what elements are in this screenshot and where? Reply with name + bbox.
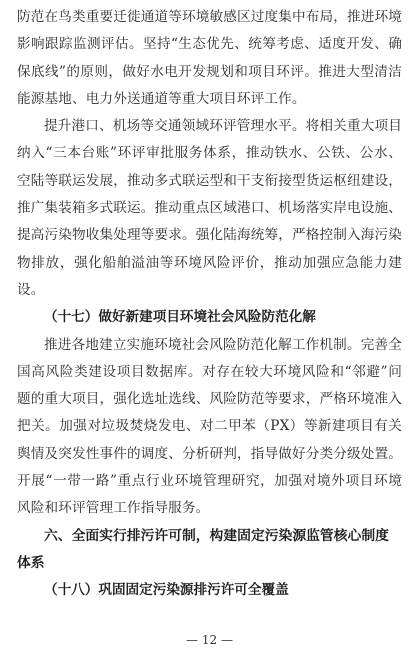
subheading-17: （十七）做好新建项目环境社会风险防范化解 (44, 309, 316, 326)
section-heading-6: 六、全面实行排污许可制，构建固定污染源监管核心制度体系 (17, 527, 389, 571)
page-number: — 12 — (186, 633, 233, 647)
paragraph-energy-projects: 防范在鸟类重要迁徙通道等环境敏感区过度集中布局，推进环境影响跟踪监测评估。坚持“生态优先、统筹考虑、适度开发、确保底线”的原则，做好水电开发规划和项目环评。推进大型清洁能源基地、电力外送通道等重大项目环评工作。 (17, 9, 402, 107)
subheading-18: （十八）巩固固定污染源排污许可全覆盖 (44, 582, 289, 599)
paragraph-transport-eia: 提升港口、机场等交通领域环评管理水平。将相关重大项目纳入“三本台账”环评审批服务体系，推动铁水、公铁、公水、空陆等联运发展，推动多式联运型和干支衔接型货运枢纽建设，推广集装箱多式联运。推动重点区域港口、机场落实岸电设施、提高污染物收集处理等要求。强化陆海统筹，严格控制入海污染物排放，强化船舶溢油等环境风险评价，推动加强应急能力建设。 (17, 118, 402, 298)
document-page (17, 4, 402, 605)
paragraph-social-risk: 推进各地建立实施环境社会风险防范化解工作机制。完善全国高风险类建设项目数据库。对存在较大环境风险和“邻避”问题的重大项目，强化选址选线、风险防范等要求，严格环境准入把关。加强对垃圾焚烧发电、对二甲苯（PX）等新建项目有关舆情及突发性事件的调度、分析研判，指导做好分类分级处置。开展“一带一路”重点行业环境管理研究，加强对境外项目环境风险和环评管理工作指导服务。 (17, 336, 402, 517)
